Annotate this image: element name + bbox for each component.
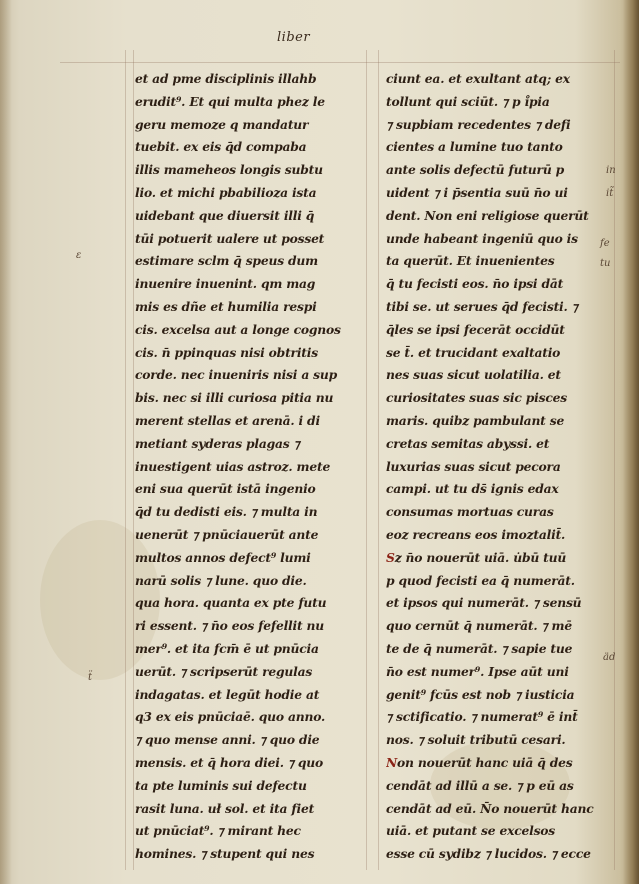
margin-note: tu xyxy=(600,258,611,269)
text-line: uerūt. ⁊ scripserūt regulas xyxy=(135,663,313,679)
text-line: qua hora. quanta ex pte futu xyxy=(135,595,327,611)
text-line: tuebit. ex eis q̄d compaba xyxy=(135,139,307,155)
ruling-line xyxy=(125,50,126,870)
text-line: nos. ⁊ soluit tributū cesari. xyxy=(386,732,566,748)
text-line: et ipsos qui numerāt. ⁊ sensū xyxy=(386,595,582,611)
text-line: rasit luna. uł sol. et ita fiet xyxy=(135,800,315,816)
text-line: cendāt ad eū. N̄o nouerūt hanc xyxy=(386,800,594,816)
text-line: cendāt ad illū a se. ⁊ p eū as xyxy=(386,777,574,793)
text-line: cientes a lumine tuo tanto xyxy=(386,139,563,155)
margin-note: ε xyxy=(76,250,82,261)
text-line: metiant syderas plagas ⁊ xyxy=(135,435,300,451)
text-line: nes suas sicut uolatilia. et xyxy=(386,367,561,383)
text-line: curiositates suas sic pisces xyxy=(386,390,567,406)
text-line: eni sua querūt istā ingenio xyxy=(135,481,316,497)
text-line-rubricated: Non nouerūt hanc uiā q̄ des xyxy=(386,754,573,770)
text-line: esse cū sydibz ⁊ lucidos. ⁊ ecce xyxy=(386,846,591,862)
text-line: lio. et michi pbabilioza ista xyxy=(135,184,317,200)
ruling-line xyxy=(378,50,379,870)
text-line: inuestigent uias astroz. mete xyxy=(135,458,331,474)
text-line: unde habeant ingeniū quo is xyxy=(386,230,578,246)
text-column-left xyxy=(135,68,361,866)
text-line: q̄ tu fecisti eos. n̄o ipsi dāt xyxy=(386,276,564,292)
text-line: luxurias suas sicut pecora xyxy=(386,458,561,474)
text-line: q̄d tu dedisti eis. ⁊ multa in xyxy=(135,504,318,520)
text-line: genit⁹ fcūs est nob ⁊ iusticia xyxy=(386,686,575,702)
text-line-rubricated: Sz n̄o nouerūt uiā. u̇bū tuū xyxy=(386,549,567,565)
margin-note: ẗ xyxy=(88,672,93,683)
text-line: campi. ut tu ds̄ ignis edax xyxy=(386,481,559,497)
text-line: ante solis defectū futurū p xyxy=(386,162,565,178)
text-line: mis es dñe et humilia respi xyxy=(135,298,317,314)
text-line: p quod fecisti ea q̄ numerāt. xyxy=(386,572,575,588)
text-line: illis mameheos longis subtu xyxy=(135,162,323,178)
text-line: se t̄. et trucidant exaltatio xyxy=(386,344,561,360)
running-head: liber xyxy=(277,30,311,45)
text-line: tibi se. ut serues q̄d fecisti. ⁊ xyxy=(386,298,578,314)
text-line: uiā. et putant se excelsos xyxy=(386,823,556,839)
text-line: estimare sclm q̄ speus dum xyxy=(135,253,318,269)
margin-note: fe xyxy=(600,238,610,249)
text-line: ta pte luminis sui defectu xyxy=(135,777,307,793)
text-line: ciunt ea. et exultant atq; ex xyxy=(386,71,570,86)
text-line: erudit⁹. Et qui multa phez le xyxy=(135,93,325,109)
text-line: maris. quibz pambulant se xyxy=(386,412,565,428)
text-line: corde. nec inueniris nisi a sup xyxy=(135,367,338,383)
text-line: mer⁹. et ita fcm̄ ē ut pnūcia xyxy=(135,640,319,656)
text-line: ut pnūciat⁹. ⁊ mirant hec xyxy=(135,823,301,839)
margin-note: it̃ xyxy=(606,188,614,199)
text-line: te de q̄ numerāt. ⁊ sapie tue xyxy=(386,640,573,656)
page-binding-shadow xyxy=(623,0,639,884)
text-line: et ad pme disciplinis illahb xyxy=(135,71,317,86)
text-line: q̄les se ipsi fecerāt occidūt xyxy=(386,321,565,337)
ruling-line xyxy=(366,50,367,870)
text-line: tūi potuerit ualere ut posset xyxy=(135,230,325,246)
text-line: cis. n̄ ppinquas nisi obtritis xyxy=(135,344,318,360)
margin-note: äd xyxy=(603,652,616,663)
text-line: consumas mortuas curas xyxy=(386,504,554,520)
ruling-line xyxy=(133,50,134,870)
text-line: tollunt qui sciūt. ⁊ p i̊pia xyxy=(386,93,550,109)
text-line: multos annos defect⁹ lumi xyxy=(135,549,311,565)
text-line: cis. excelsa aut a longe cognos xyxy=(135,321,341,337)
text-line: q3 ex eis pnūciaē. quo anno. xyxy=(135,709,326,725)
text-line: cretas semitas abyssi. et xyxy=(386,435,550,451)
text-line: ri essent. ⁊ n̄o eos fefellit nu xyxy=(135,618,325,634)
text-line: mensis. et q̄ hora diei. ⁊ quo xyxy=(135,754,324,770)
text-line: quo cernūt q̄ numerāt. ⁊ mē xyxy=(386,618,572,634)
text-line: eoz recreans eos imoztalit̄. xyxy=(386,526,566,542)
text-line: geru memoze q mandatur xyxy=(135,116,309,132)
text-line: uenerūt ⁊ pnūciauerūt ante xyxy=(135,526,319,542)
text-line: dent. Non eni religiose querūt xyxy=(386,207,589,223)
ruling-line xyxy=(60,62,620,63)
text-line: n̄o est numer⁹. Ipse aūt uni xyxy=(386,663,569,679)
text-line: indagatas. et legūt hodie at xyxy=(135,686,320,702)
text-line: uident ⁊ i p̄sentia suū n̄o ui xyxy=(386,184,568,200)
page-left-edge xyxy=(0,0,12,884)
text-line: narū solis ⁊ lune. quo die. xyxy=(135,572,307,588)
text-line: bis. nec si illi curiosa pitia nu xyxy=(135,390,334,406)
text-line: inuenire inuenint. qm mag xyxy=(135,276,316,292)
text-line: ta querūt. Et inuenientes xyxy=(386,253,555,269)
text-line: merent stellas et arenā. i di xyxy=(135,412,320,428)
text-line: uidebant que diuersit illi q̄ xyxy=(135,207,315,223)
text-line: ⁊ sctificatio. ⁊ numerat⁹ ē int̄ xyxy=(386,709,578,725)
text-line: homines. ⁊ stupent qui nes xyxy=(135,846,315,862)
text-line: ⁊ supbiam recedentes ⁊ defi xyxy=(386,116,571,132)
margin-note: in xyxy=(606,165,616,176)
text-line: ⁊ quo mense anni. ⁊ quo die xyxy=(135,732,320,748)
